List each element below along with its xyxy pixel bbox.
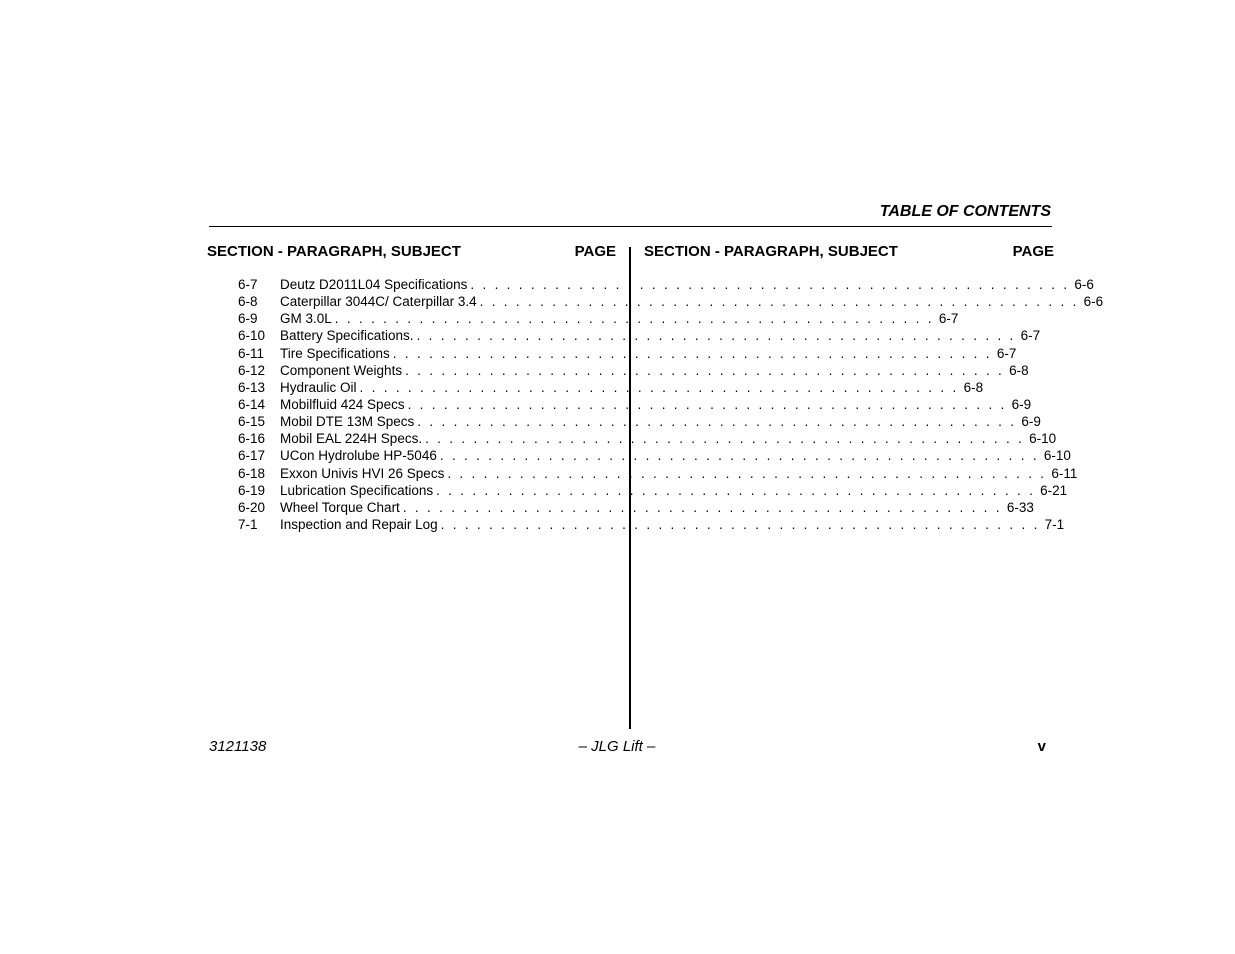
toc-entry-page: 6-33: [1006, 499, 1034, 515]
dot-leader: . . . . . . . . . . . . . . . . . . . . . . . . . . . . . . . . . . . . . . . . . . . . . . . . . .: [436, 482, 1036, 498]
toc-entry: [238, 499, 1034, 516]
dot-leader: . . . . . . . . . . . . . . . . . . . . . . . . . . . . . . . . . . . . . . . . . . . . . . . . . .: [479, 294, 1079, 310]
toc-entry-page: 7-1: [1044, 516, 1065, 532]
left-section-heading: SECTION - PARAGRAPH, SUBJECT: [207, 243, 461, 260]
toc-entry-list: [238, 276, 1104, 533]
dot-leader: . . . . . . . . . . . . . . . . . . . . . . . . . . . . . . . . . . . . . . . . . . . . . . . . . .: [402, 499, 1002, 515]
toc-entry: [238, 482, 1068, 499]
toc-entry-title: Exxon Univis HVI 26 Specs: [280, 465, 445, 481]
toc-entry-title: Mobilfluid 424 Specs: [280, 396, 405, 412]
toc-entry-title: Inspection and Repair Log: [280, 516, 438, 532]
toc-entry-title: Hydraulic Oil: [280, 379, 357, 395]
toc-entry: [238, 327, 1041, 344]
dot-leader: . . . . . . . . . . . . . . . . . . . . . . . . . . . . . . . . . . . . . . . . . . . . . . . . . .: [439, 448, 1039, 464]
toc-entry: [238, 362, 1029, 379]
right-page-heading: PAGE: [1012, 243, 1054, 260]
left-page-heading: PAGE: [574, 243, 616, 260]
toc-entry-number: 6-11: [238, 345, 265, 361]
toc-entry-number: 6-13: [238, 379, 266, 395]
toc-entry-title: Wheel Torque Chart: [280, 499, 400, 515]
toc-entry-number: 6-8: [238, 294, 258, 310]
toc-entry-number: 6-7: [238, 277, 258, 292]
toc-entry-number: 6-15: [238, 414, 266, 430]
toc-entry-title: Lubrication Specifications: [280, 482, 434, 498]
dot-leader: . . . . . . . . . . . . . . . . . . . . . . . . . . . . . . . . . . . . . . . . . . . . . . . . . .: [470, 277, 1070, 292]
page-title: TABLE OF CONTENTS: [879, 203, 1051, 220]
toc-entry-page: 6-9: [1021, 414, 1041, 430]
toc-entry-page: 6-10: [1043, 448, 1071, 464]
toc-entry-title: GM 3.0L: [280, 311, 332, 327]
dot-leader: . . . . . . . . . . . . . . . . . . . . . . . . . . . . . . . . . . . . . . . . . . . . . . . . . .: [440, 516, 1040, 532]
toc-entry-number: 7-1: [238, 516, 258, 532]
dot-leader: . . . . . . . . . . . . . . . . . . . . . . . . . . . . . . . . . . . . . . . . . . . . . . . . . .: [416, 328, 1016, 344]
toc-entry: [238, 430, 1057, 447]
toc-entry: [238, 447, 1071, 464]
toc-entry-page: 6-11: [1051, 465, 1078, 481]
toc-entry-number: 6-9: [238, 311, 258, 327]
toc-entry-page: 6-21: [1040, 482, 1068, 498]
toc-entry-page: 6-8: [963, 379, 984, 395]
dot-leader: . . . . . . . . . . . . . . . . . . . . . . . . . . . . . . . . . . . . . . . . . . . . . . . . . .: [359, 379, 959, 395]
toc-entry-page: 6-6: [1083, 294, 1104, 310]
right-column-header: [644, 243, 1054, 261]
toc-entry-page: 6-7: [996, 345, 1017, 361]
dot-leader: . . . . . . . . . . . . . . . . . . . . . . . . . . . . . . . . . . . . . . . . . . . . . . . . . .: [407, 396, 1007, 412]
toc-entry-title: Component Weights: [280, 362, 403, 378]
toc-entry: [238, 379, 984, 396]
header-rule: [209, 226, 1052, 227]
toc-entry-title: Tire Specifications: [280, 345, 390, 361]
toc-entry-title: Mobil DTE 13M Specs: [280, 414, 415, 430]
dot-leader: . . . . . . . . . . . . . . . . . . . . . . . . . . . . . . . . . . . . . . . . . . . . . . . . . .: [405, 362, 1005, 378]
toc-entry-page: 6-9: [1011, 396, 1032, 412]
toc-entry-number: 6-19: [238, 482, 266, 498]
footer-brand: – JLG Lift –: [578, 738, 656, 755]
toc-entry: [238, 413, 1041, 430]
toc-entry: [238, 516, 1065, 533]
right-section-heading: SECTION - PARAGRAPH, SUBJECT: [644, 243, 898, 260]
dot-leader: . . . . . . . . . . . . . . . . . . . . . . . . . . . . . . . . . . . . . . . . . . . . . . . . . .: [392, 345, 992, 361]
toc-entry: [238, 465, 1078, 482]
toc-entry: [238, 345, 1017, 362]
toc-entry-page: 6-10: [1029, 431, 1057, 447]
toc-entry-page: 6-8: [1009, 362, 1029, 378]
toc-entry-page: 6-7: [1020, 328, 1041, 344]
dot-leader: . . . . . . . . . . . . . . . . . . . . . . . . . . . . . . . . . . . . . . . . . . . . . . . . . .: [425, 431, 1025, 447]
toc-entry-number: 6-18: [238, 465, 266, 481]
dot-leader: . . . . . . . . . . . . . . . . . . . . . . . . . . . . . . . . . . . . . . . . . . . . . . . . . .: [447, 465, 1047, 481]
toc-entry-page: 6-6: [1074, 277, 1094, 292]
toc-entry-number: 6-16: [238, 431, 266, 447]
toc-entry-number: 6-12: [238, 362, 266, 378]
left-column-header: [207, 243, 616, 261]
dot-leader: . . . . . . . . . . . . . . . . . . . . . . . . . . . . . . . . . . . . . . . . . . . . . . . . . .: [334, 311, 934, 327]
toc-entry: [238, 276, 1094, 293]
toc-entry-title: Deutz D2011L04 Specifications: [280, 277, 468, 292]
toc-entry-number: 6-20: [238, 499, 266, 515]
dot-leader: . . . . . . . . . . . . . . . . . . . . . . . . . . . . . . . . . . . . . . . . . . . . . . . . . .: [417, 414, 1017, 430]
page-number: v: [1037, 738, 1046, 755]
toc-entry-title: UCon Hydrolube HP-5046: [280, 448, 437, 464]
document-number: 3121138: [209, 738, 267, 755]
toc-entry: [238, 310, 959, 327]
toc-entry-title: Mobil EAL 224H Specs.: [280, 431, 423, 447]
toc-entry-number: 6-10: [238, 328, 266, 344]
toc-entry-title: Battery Specifications.: [280, 328, 414, 344]
toc-entry-page: 6-7: [938, 311, 959, 327]
toc-entry: [238, 396, 1032, 413]
toc-entry-number: 6-14: [238, 396, 266, 412]
toc-entry-number: 6-17: [238, 448, 266, 464]
toc-entry-title: Caterpillar 3044C/ Caterpillar 3.4: [280, 294, 477, 310]
toc-entry: [238, 293, 1104, 310]
